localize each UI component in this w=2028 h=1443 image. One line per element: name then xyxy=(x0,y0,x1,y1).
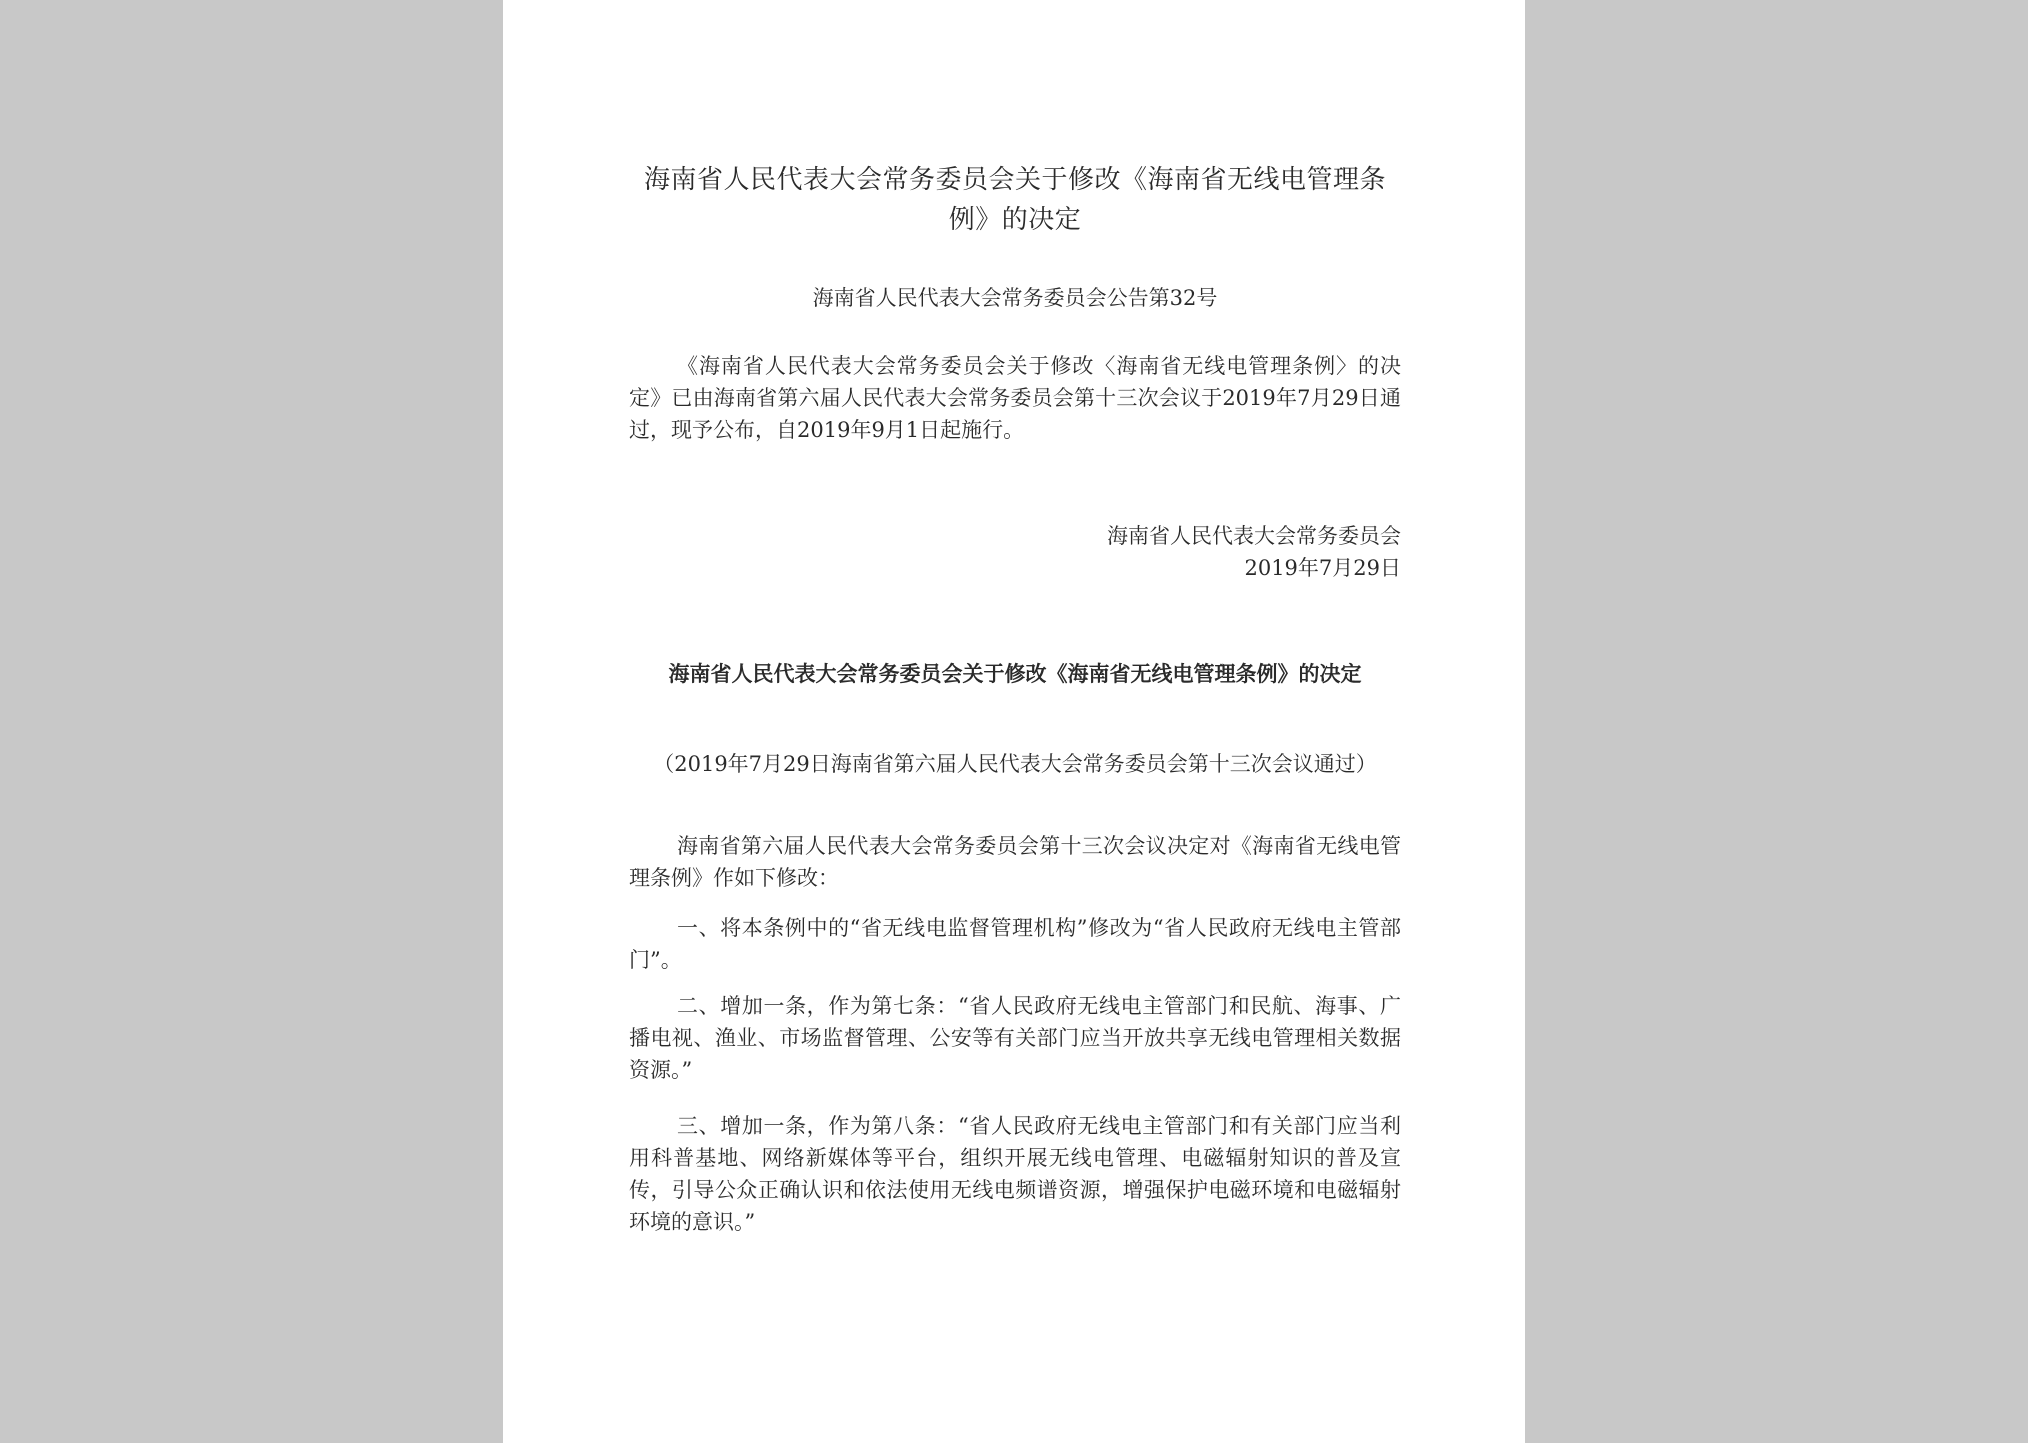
preamble-paragraph: 海南省第六届人民代表大会常务委员会第十三次会议决定对《海南省无线电管理条例》作如下修改： xyxy=(629,834,1401,890)
intro-paragraph: 《海南省人民代表大会常务委员会关于修改〈海南省无线电管理条例〉的决定》已由海南省第六届人民代表大会常务委员会第十三次会议于2019年7月29日通过，现予公布，自2019年9月1日起施行。 xyxy=(629,354,1401,442)
document-page xyxy=(503,0,1525,1443)
document-title: 海南省人民代表大会常务委员会关于修改《海南省无线电管理条例》的决定 xyxy=(643,165,1386,235)
signature-org: 海南省人民代表大会常务委员会 xyxy=(1107,524,1401,548)
notice-number: 海南省人民代表大会常务委员会公告第32号 xyxy=(812,286,1218,310)
amendment-item-3: 三、增加一条，作为第八条：“省人民政府无线电主管部门和有关部门应当利用科普基地、网络新媒体等平台，组织开展无线电管理、电磁辐射知识的普及宣传，引导公众正确认识和依法使用无线电频谱资源，增强保护电磁环境和电磁辐射环境的意识。” xyxy=(629,1114,1401,1234)
amendment-item-1: 一、将本条例中的“省无线电监督管理机构”修改为“省人民政府无线电主管部门”。 xyxy=(629,916,1401,972)
decision-title: 海南省人民代表大会常务委员会关于修改《海南省无线电管理条例》的决定 xyxy=(668,661,1362,686)
amendment-item-2: 二、增加一条，作为第七条：“省人民政府无线电主管部门和民航、海事、广播电视、渔业、市场监督管理、公安等有关部门应当开放共享无线电管理相关数据资源。” xyxy=(629,994,1401,1082)
signature-date: 2019年7月29日 xyxy=(1244,556,1401,580)
signature-block xyxy=(629,520,1401,584)
adopted-note: （2019年7月29日海南省第六届人民代表大会常务委员会第十三次会议通过） xyxy=(653,752,1377,776)
